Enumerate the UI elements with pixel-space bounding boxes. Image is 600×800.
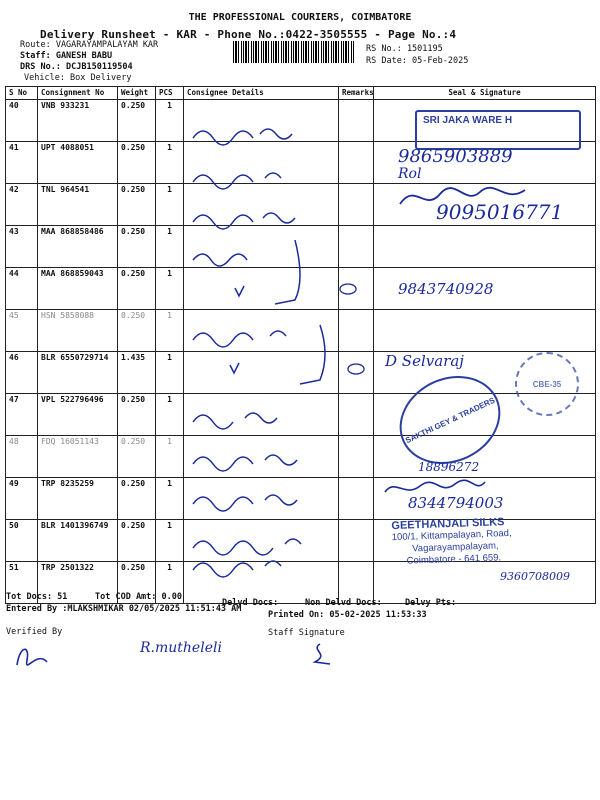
- cell-sno: 40: [6, 100, 38, 142]
- cell-sno: 45: [6, 310, 38, 352]
- cell-pcs: 1: [156, 478, 184, 520]
- staff-label: Staff: GANESH BABU: [20, 51, 113, 61]
- printed-on: Printed On: 05-02-2025 11:53:33: [268, 610, 427, 620]
- cell-sno: 51: [6, 562, 38, 604]
- cell-seal: [374, 310, 596, 352]
- col-seal: Seal & Signature: [374, 87, 596, 100]
- company-title: THE PROFESSIONAL COURIERS, COIMBATORE: [188, 12, 412, 23]
- cell-consignment: TRP 2501322: [38, 562, 118, 604]
- rs-date: RS Date: 05-Feb-2025: [366, 56, 469, 66]
- delivery-points: Delvy Pts:: [405, 598, 457, 608]
- cell-weight: 0.250: [118, 310, 156, 352]
- cell-pcs: 1: [156, 184, 184, 226]
- geethanjali-stamp: [391, 516, 512, 568]
- drs-label: DRS No.: DCJB150119504: [20, 62, 133, 72]
- handwritten-phone-43: 9095016771: [436, 200, 564, 224]
- handwritten-phone-49: 18896272: [418, 460, 480, 474]
- geethanjali-addr3: Coimbatore - 641 659.: [406, 552, 502, 567]
- handwritten-phone-51: 9360708009: [500, 570, 570, 583]
- cell-pcs: 1: [156, 100, 184, 142]
- cbe-seal-text: CBE-35: [532, 379, 562, 389]
- cell-consignment: TNL 964541: [38, 184, 118, 226]
- cell-sno: 47: [6, 394, 38, 436]
- handwritten-signature-46: D Selvaraj: [385, 352, 464, 370]
- handwritten-phone-50: 8344794003: [408, 494, 504, 512]
- cell-sno: 46: [6, 352, 38, 394]
- rs-number: RS No.: 1501195: [366, 44, 443, 54]
- col-sno: S No: [6, 87, 38, 100]
- cell-sno: 44: [6, 268, 38, 310]
- total-docs: Tot Docs: 51: [6, 592, 68, 602]
- cell-pcs: 1: [156, 352, 184, 394]
- cell-pcs: 1: [156, 436, 184, 478]
- table-header-row: [6, 87, 596, 100]
- verifier-signature: [12, 640, 52, 670]
- cell-consignment: TRP 8235259: [38, 478, 118, 520]
- col-consignee: Consignee Details: [184, 87, 339, 100]
- cell-pcs: 1: [156, 226, 184, 268]
- staff-signature: [305, 640, 335, 670]
- consignee-handwriting: [185, 120, 340, 590]
- total-cod: Tot COD Amt: 0.00: [95, 592, 182, 602]
- vehicle-label: Vehicle: Box Delivery: [24, 73, 132, 83]
- staff-signature-label: Staff Signature: [268, 628, 345, 638]
- delivered-docs: Delvd Docs:: [222, 598, 279, 608]
- cell-pcs: 1: [156, 394, 184, 436]
- cell-remarks: [339, 394, 374, 436]
- col-remarks: Remarks: [339, 87, 374, 100]
- route-label: Route: VAGARAYAMPALAYAM KAR: [20, 40, 159, 50]
- cell-weight: 0.250: [118, 394, 156, 436]
- entered-by: Entered By :MLAKSHMIKAR 02/05/2025 11:51:43 AM: [6, 604, 242, 614]
- cell-pcs: 1: [156, 310, 184, 352]
- cell-sno: 41: [6, 142, 38, 184]
- cell-consignment: MAA 868859043: [38, 268, 118, 310]
- handwritten-signature-verified: R.mutheleli: [140, 640, 222, 656]
- cell-pcs: 1: [156, 142, 184, 184]
- col-consignment: Consignment No: [38, 87, 118, 100]
- cell-remarks: [339, 142, 374, 184]
- cell-weight: 0.250: [118, 562, 156, 604]
- non-delivered-docs: Non Delvd Docs:: [305, 598, 382, 608]
- geethanjali-addr1: 100/1, Kittampalayan, Road,: [391, 527, 512, 544]
- cell-remarks: [339, 436, 374, 478]
- cell-remarks: [339, 226, 374, 268]
- cbe-seal: [515, 352, 579, 416]
- cell-weight: 0.250: [118, 100, 156, 142]
- cell-remarks: [339, 184, 374, 226]
- cell-remarks: [339, 100, 374, 142]
- cell-pcs: 1: [156, 520, 184, 562]
- cell-consignment: HSN 5858088: [38, 310, 118, 352]
- cell-pcs: 1: [156, 562, 184, 604]
- cell-weight: 0.250: [118, 520, 156, 562]
- cell-consignment: VPL 522796496: [38, 394, 118, 436]
- cell-consignment: UPT 4088051: [38, 142, 118, 184]
- cell-weight: 0.250: [118, 142, 156, 184]
- cell-remarks: [339, 520, 374, 562]
- cell-weight: 0.250: [118, 268, 156, 310]
- barcode: [233, 41, 355, 63]
- cell-consignment: BLR 1401396749: [38, 520, 118, 562]
- shop-stamp-text: SRI JAKA WARE H: [423, 115, 513, 126]
- cell-consignment: BLR 6550729714: [38, 352, 118, 394]
- cell-sno: 49: [6, 478, 38, 520]
- cell-consignment: VNB 933231: [38, 100, 118, 142]
- cell-pcs: 1: [156, 268, 184, 310]
- shop-stamp: [415, 110, 581, 150]
- cell-weight: 1.435: [118, 352, 156, 394]
- runsheet-subtitle: Delivery Runsheet - KAR - Phone No.:0422-3505555 - Page No.:4: [40, 28, 457, 41]
- cell-remarks: [339, 478, 374, 520]
- geethanjali-addr2: Vagarayampalayam,: [412, 540, 499, 555]
- cell-weight: 0.250: [118, 436, 156, 478]
- round-seal-text: SAKTHI GEY & TRADERS: [403, 395, 497, 445]
- cell-weight: 0.250: [118, 226, 156, 268]
- cell-remarks: [339, 310, 374, 352]
- remark-mark-46: [346, 362, 366, 376]
- cell-sno: 43: [6, 226, 38, 268]
- cell-weight: 0.250: [118, 478, 156, 520]
- handwritten-phone-41: 9865903889: [398, 146, 513, 167]
- cell-sno: 48: [6, 436, 38, 478]
- cell-weight: 0.250: [118, 184, 156, 226]
- handwritten-name-41: Rol: [398, 166, 422, 182]
- handwritten-phone-44: 9843740928: [398, 280, 494, 298]
- cell-consignment: FDQ 16051143: [38, 436, 118, 478]
- verified-by-label: Verified By: [6, 627, 63, 637]
- cell-sno: 50: [6, 520, 38, 562]
- col-weight: Weight: [118, 87, 156, 100]
- cell-consignment: MAA 868858486: [38, 226, 118, 268]
- geethanjali-name: GEETHANJALI SILKS: [391, 516, 505, 533]
- cell-seal: [374, 226, 596, 268]
- cell-sno: 42: [6, 184, 38, 226]
- col-pcs: PCS: [156, 87, 184, 100]
- remark-mark-44: [338, 282, 358, 296]
